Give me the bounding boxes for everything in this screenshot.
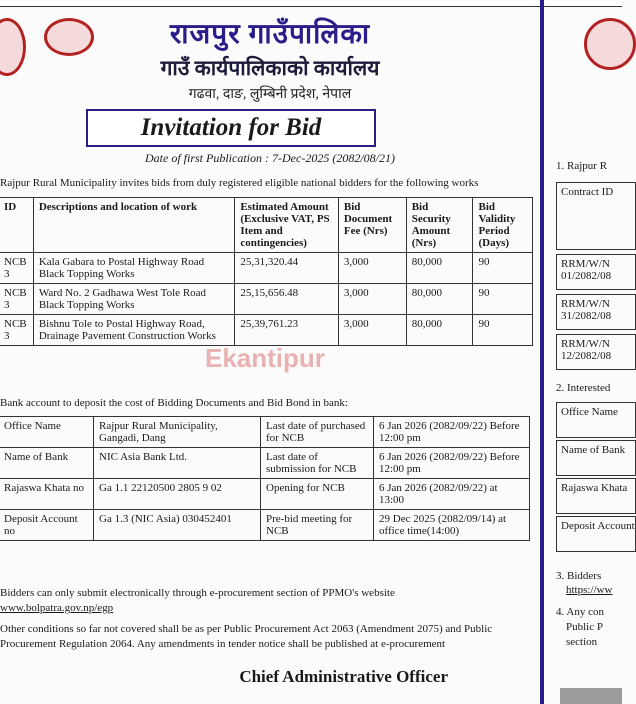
right-column-notice [548, 0, 635, 704]
table-row [0, 315, 533, 346]
cell-label: Opening for NCB [261, 479, 374, 510]
cell-value: Rajpur Rural Municipality, Gangadi, Dang [94, 417, 261, 448]
cell-value: NIC Asia Bank Ltd. [94, 448, 261, 479]
cell-estimate: 25,15,656.48 [235, 284, 339, 315]
rc-row: RRM/W/N 12/2082/08 [556, 334, 636, 370]
bank-table [0, 416, 530, 541]
cell-description: Bishnu Tole to Postal Highway Road, Drainage Pavement Construction Works [33, 315, 234, 346]
signature-title: Chief Administrative Officer [239, 667, 448, 686]
office-subtitle: गाउँ कार्यपालिकाको कार्यालय [160, 56, 380, 80]
table-header-row [0, 198, 533, 253]
column-divider [540, 0, 544, 704]
cell-estimate: 25,39,761.23 [235, 315, 339, 346]
cell-label: Last date of purchased for NCB [261, 417, 374, 448]
col-doc-fee: Bid Document Fee (Nrs) [338, 198, 406, 253]
submission-text: Bidders can only submit electronically through e-procurement section of PPMO's website [0, 587, 395, 599]
cell-security: 80,000 [406, 284, 473, 315]
rc-box: Name of Bank [556, 440, 636, 476]
cell-description: Kala Gabara to Postal Highway Road Black Topping Works [33, 253, 234, 284]
cell-value: 6 Jan 2026 (2082/09/22) Before 12:00 pm [374, 417, 530, 448]
cell-doc-fee: 3,000 [338, 315, 406, 346]
cell-value: Ga 1.3 (NIC Asia) 030452401 [94, 510, 261, 541]
publication-date: Date of first Publication : 7-Dec-2025 (2082/08/21) [145, 151, 395, 165]
cell-label: Deposit Account no [0, 510, 94, 541]
cell-label: Pre-bid meeting for NCB [261, 510, 374, 541]
cell-doc-fee: 3,000 [338, 253, 406, 284]
notice-title: Invitation for Bid [86, 109, 376, 147]
conditions-paragraph: Other conditions so far not covered shall be as per Public Procurement Act 2063 (Amendment 2075) and Public Procurement Regulation 2064. Any amendments in tender notice shall be published at e-procurement [0, 623, 493, 650]
rc-box: Deposit Account [556, 516, 636, 552]
table-row [0, 417, 530, 448]
rc-contract-box: Contract ID [556, 182, 636, 250]
rc-item-4b: Public P [566, 621, 603, 633]
top-border [0, 0, 622, 7]
intro-text: Rajpur Rural Municipality invites bids from duly registered eligible national bidders for the following works [0, 177, 479, 189]
cell-label: Last date of submission for NCB [261, 448, 374, 479]
cell-id: NCB 3 [0, 284, 33, 315]
rc-row: RRM/W/N 31/2082/08 [556, 294, 636, 330]
cell-value: 6 Jan 2026 (2082/09/22) at 13:00 [374, 479, 530, 510]
col-estimate: Estimated Amount (Exclusive VAT, PS Item and contingencies) [235, 198, 339, 253]
cell-value: Ga 1.1 22120500 2805 9 02 [94, 479, 261, 510]
col-security: Bid Security Amount (Nrs) [406, 198, 473, 253]
cell-label: Office Name [0, 417, 94, 448]
emblem-right [584, 18, 636, 70]
cell-estimate: 25,31,320.44 [235, 253, 339, 284]
cell-validity: 90 [473, 284, 533, 315]
rc-item-4: 4. Any con [556, 606, 604, 618]
cell-label: Rajaswa Khata no [0, 479, 94, 510]
cell-security: 80,000 [406, 315, 473, 346]
rc-link[interactable]: https://ww [566, 584, 613, 596]
cell-value: 29 Dec 2025 (2082/09/14) at office time(14:00) [374, 510, 530, 541]
watermark-logo: Ekantipur [205, 343, 325, 373]
scroll-corner [560, 688, 622, 704]
cell-id: NCB 3 [0, 315, 33, 346]
col-id: ID [0, 198, 33, 253]
rc-row: RRM/W/N 01/2082/08 [556, 254, 636, 290]
cell-description: Ward No. 2 Gadhawa West Tole Road Black Topping Works [33, 284, 234, 315]
table-row [0, 253, 533, 284]
address: गढवा, दाङ, लुम्बिनी प्रदेश, नेपाल [188, 87, 352, 102]
cell-doc-fee: 3,000 [338, 284, 406, 315]
table-row [0, 448, 530, 479]
rc-box: Office Name [556, 402, 636, 438]
cell-security: 80,000 [406, 253, 473, 284]
cell-validity: 90 [473, 253, 533, 284]
cell-validity: 90 [473, 315, 533, 346]
rc-box: Rajaswa Khata [556, 478, 636, 514]
rc-item-2: 2. Interested [556, 382, 611, 394]
rc-item-1: 1. Rajpur R [556, 160, 608, 172]
rc-item-3: 3. Bidders [556, 570, 602, 582]
table-row [0, 284, 533, 315]
table-row [0, 510, 530, 541]
cell-value: 6 Jan 2026 (2082/09/22) Before 12:00 pm [374, 448, 530, 479]
col-description: Descriptions and location of work [33, 198, 234, 253]
submission-paragraph [0, 586, 530, 616]
table-row [0, 479, 530, 510]
rc-item-4c: section [566, 636, 598, 648]
cell-label: Name of Bank [0, 448, 94, 479]
cell-id: NCB 3 [0, 253, 33, 284]
works-table [0, 197, 533, 346]
municipality-title: राजपुर गाउँपालिका [169, 19, 371, 50]
col-validity: Bid Validity Period (Days) [473, 198, 533, 253]
egp-link[interactable]: www.bolpatra.gov.np/egp [0, 602, 114, 614]
deposit-note: Bank account to deposit the cost of Bidding Documents and Bid Bond in bank: [0, 397, 348, 409]
